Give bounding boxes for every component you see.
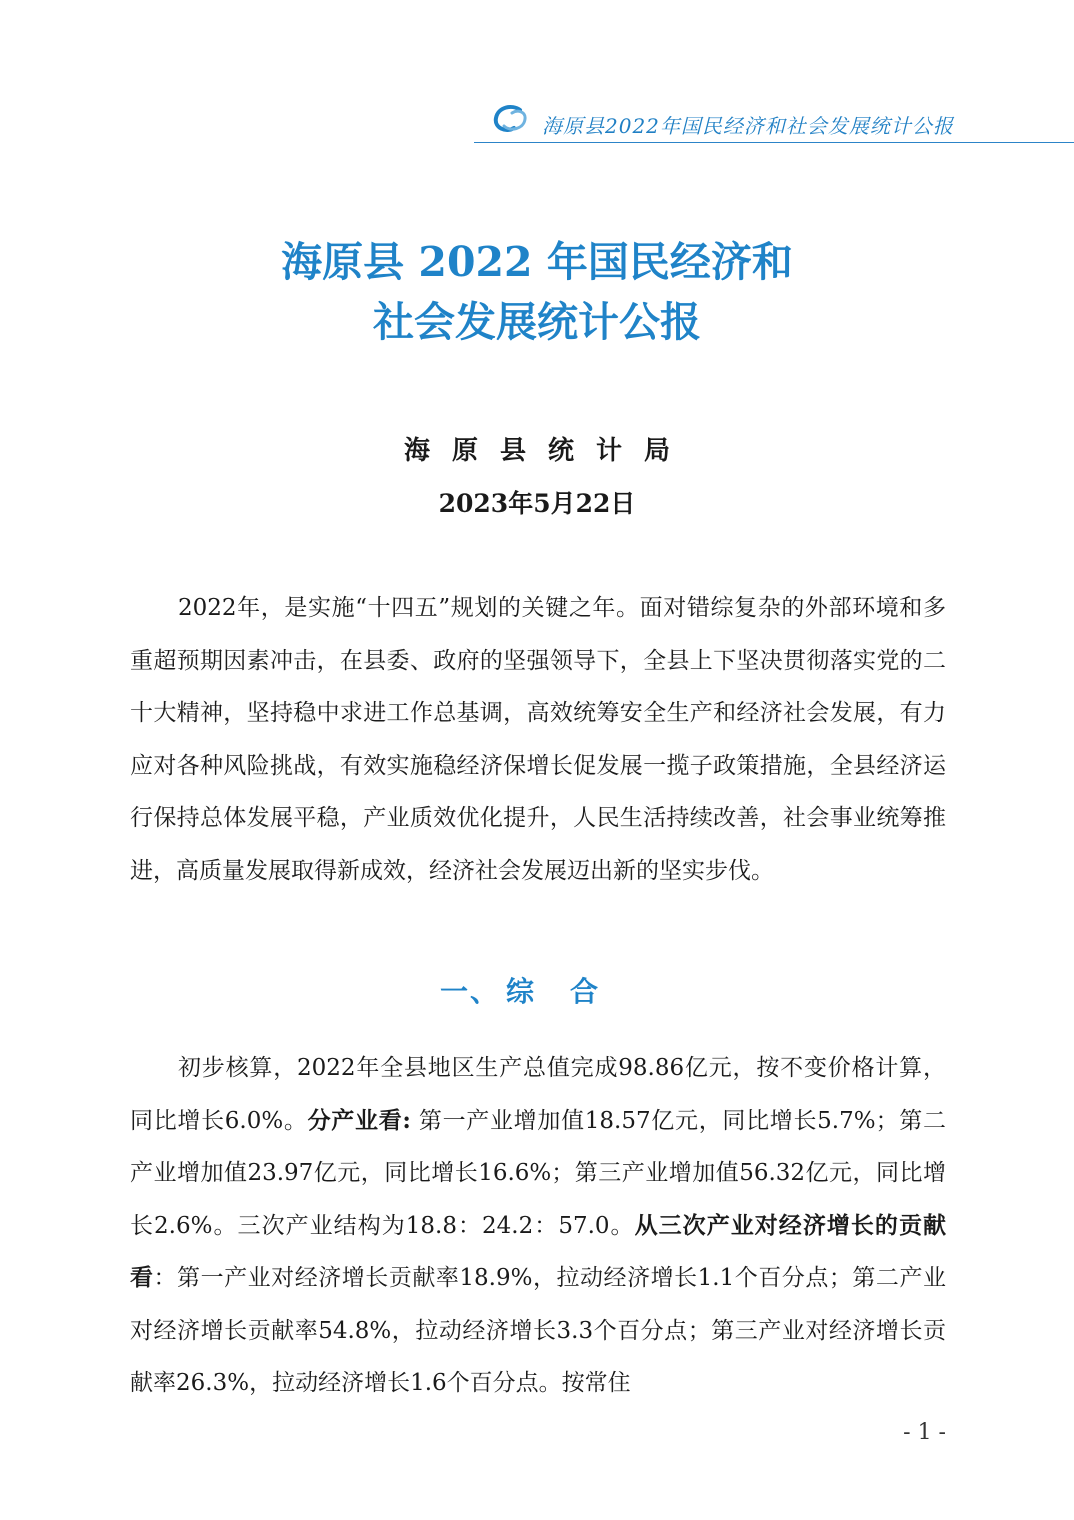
intro-paragraph: 2022年，是实施“十四五”规划的关键之年。面对错综复杂的外部环境和多重超预期因素冲击，在县委、政府的坚强领导下，全县上下坚决贯彻落实党的二十大精神，坚持稳中求进工作总基调，高效统筹安全生产和经济社会发展，有力应对各种风险挑战，有效实施稳经济保增长促发展一揽子政策措施，全县经济运行保持总体发展平稳，产业质效优化提升，人民生活持续改善，社会事业统筹推进，高质量发展取得新成效，经济社会发展迈出新的坚实步伐。 xyxy=(130,595,946,884)
body-bold-1: 分产业看: xyxy=(307,1106,411,1134)
issuer: 海原县统计局 xyxy=(403,436,692,466)
body-text-1: 初步核算，2022年全县地区生产总值完成98.86亿元，按不变价格计算，同比增长6.0%。 xyxy=(130,1055,946,1134)
title-line-1: 海原县 2022 年国民经济和 xyxy=(281,238,793,286)
page-number: - 1 - xyxy=(903,1420,946,1445)
report-title xyxy=(0,232,1074,352)
swirl-logo-icon xyxy=(490,104,530,134)
title-line-2: 社会发展统计公报 xyxy=(373,298,701,346)
section-number: 一、 xyxy=(439,975,500,1008)
page-header xyxy=(474,98,1074,143)
body-text-3: ：第一产业对经济增长贡献率18.9%，拉动经济增长1.1个百分点；第二产业对经济增长贡献率54.8%，拉动经济增长3.3个百分点；第三产业对经济增长贡献率26.3%，拉动经济增长1.6个百分点。按常住 xyxy=(130,1265,946,1396)
header-title: 海原县2022年国民经济和社会发展统计公报 xyxy=(542,114,954,138)
body-paragraph xyxy=(130,1042,946,1410)
body-bold-2: 从三次产业对经济增长的贡献看 xyxy=(130,1211,946,1291)
body-text-2: 第一产业增加值18.57亿元，同比增长5.7%；第二产业增加值23.97亿元，同比增长16.6%；第三产业增加值56.32亿元，同比增长2.6%。三次产业结构为18.8：24.2：57.0。 xyxy=(130,1107,946,1239)
section-title: 综合 xyxy=(506,975,635,1008)
publish-date: 2023年5月22日 xyxy=(438,489,636,518)
section-heading xyxy=(0,970,1074,1010)
